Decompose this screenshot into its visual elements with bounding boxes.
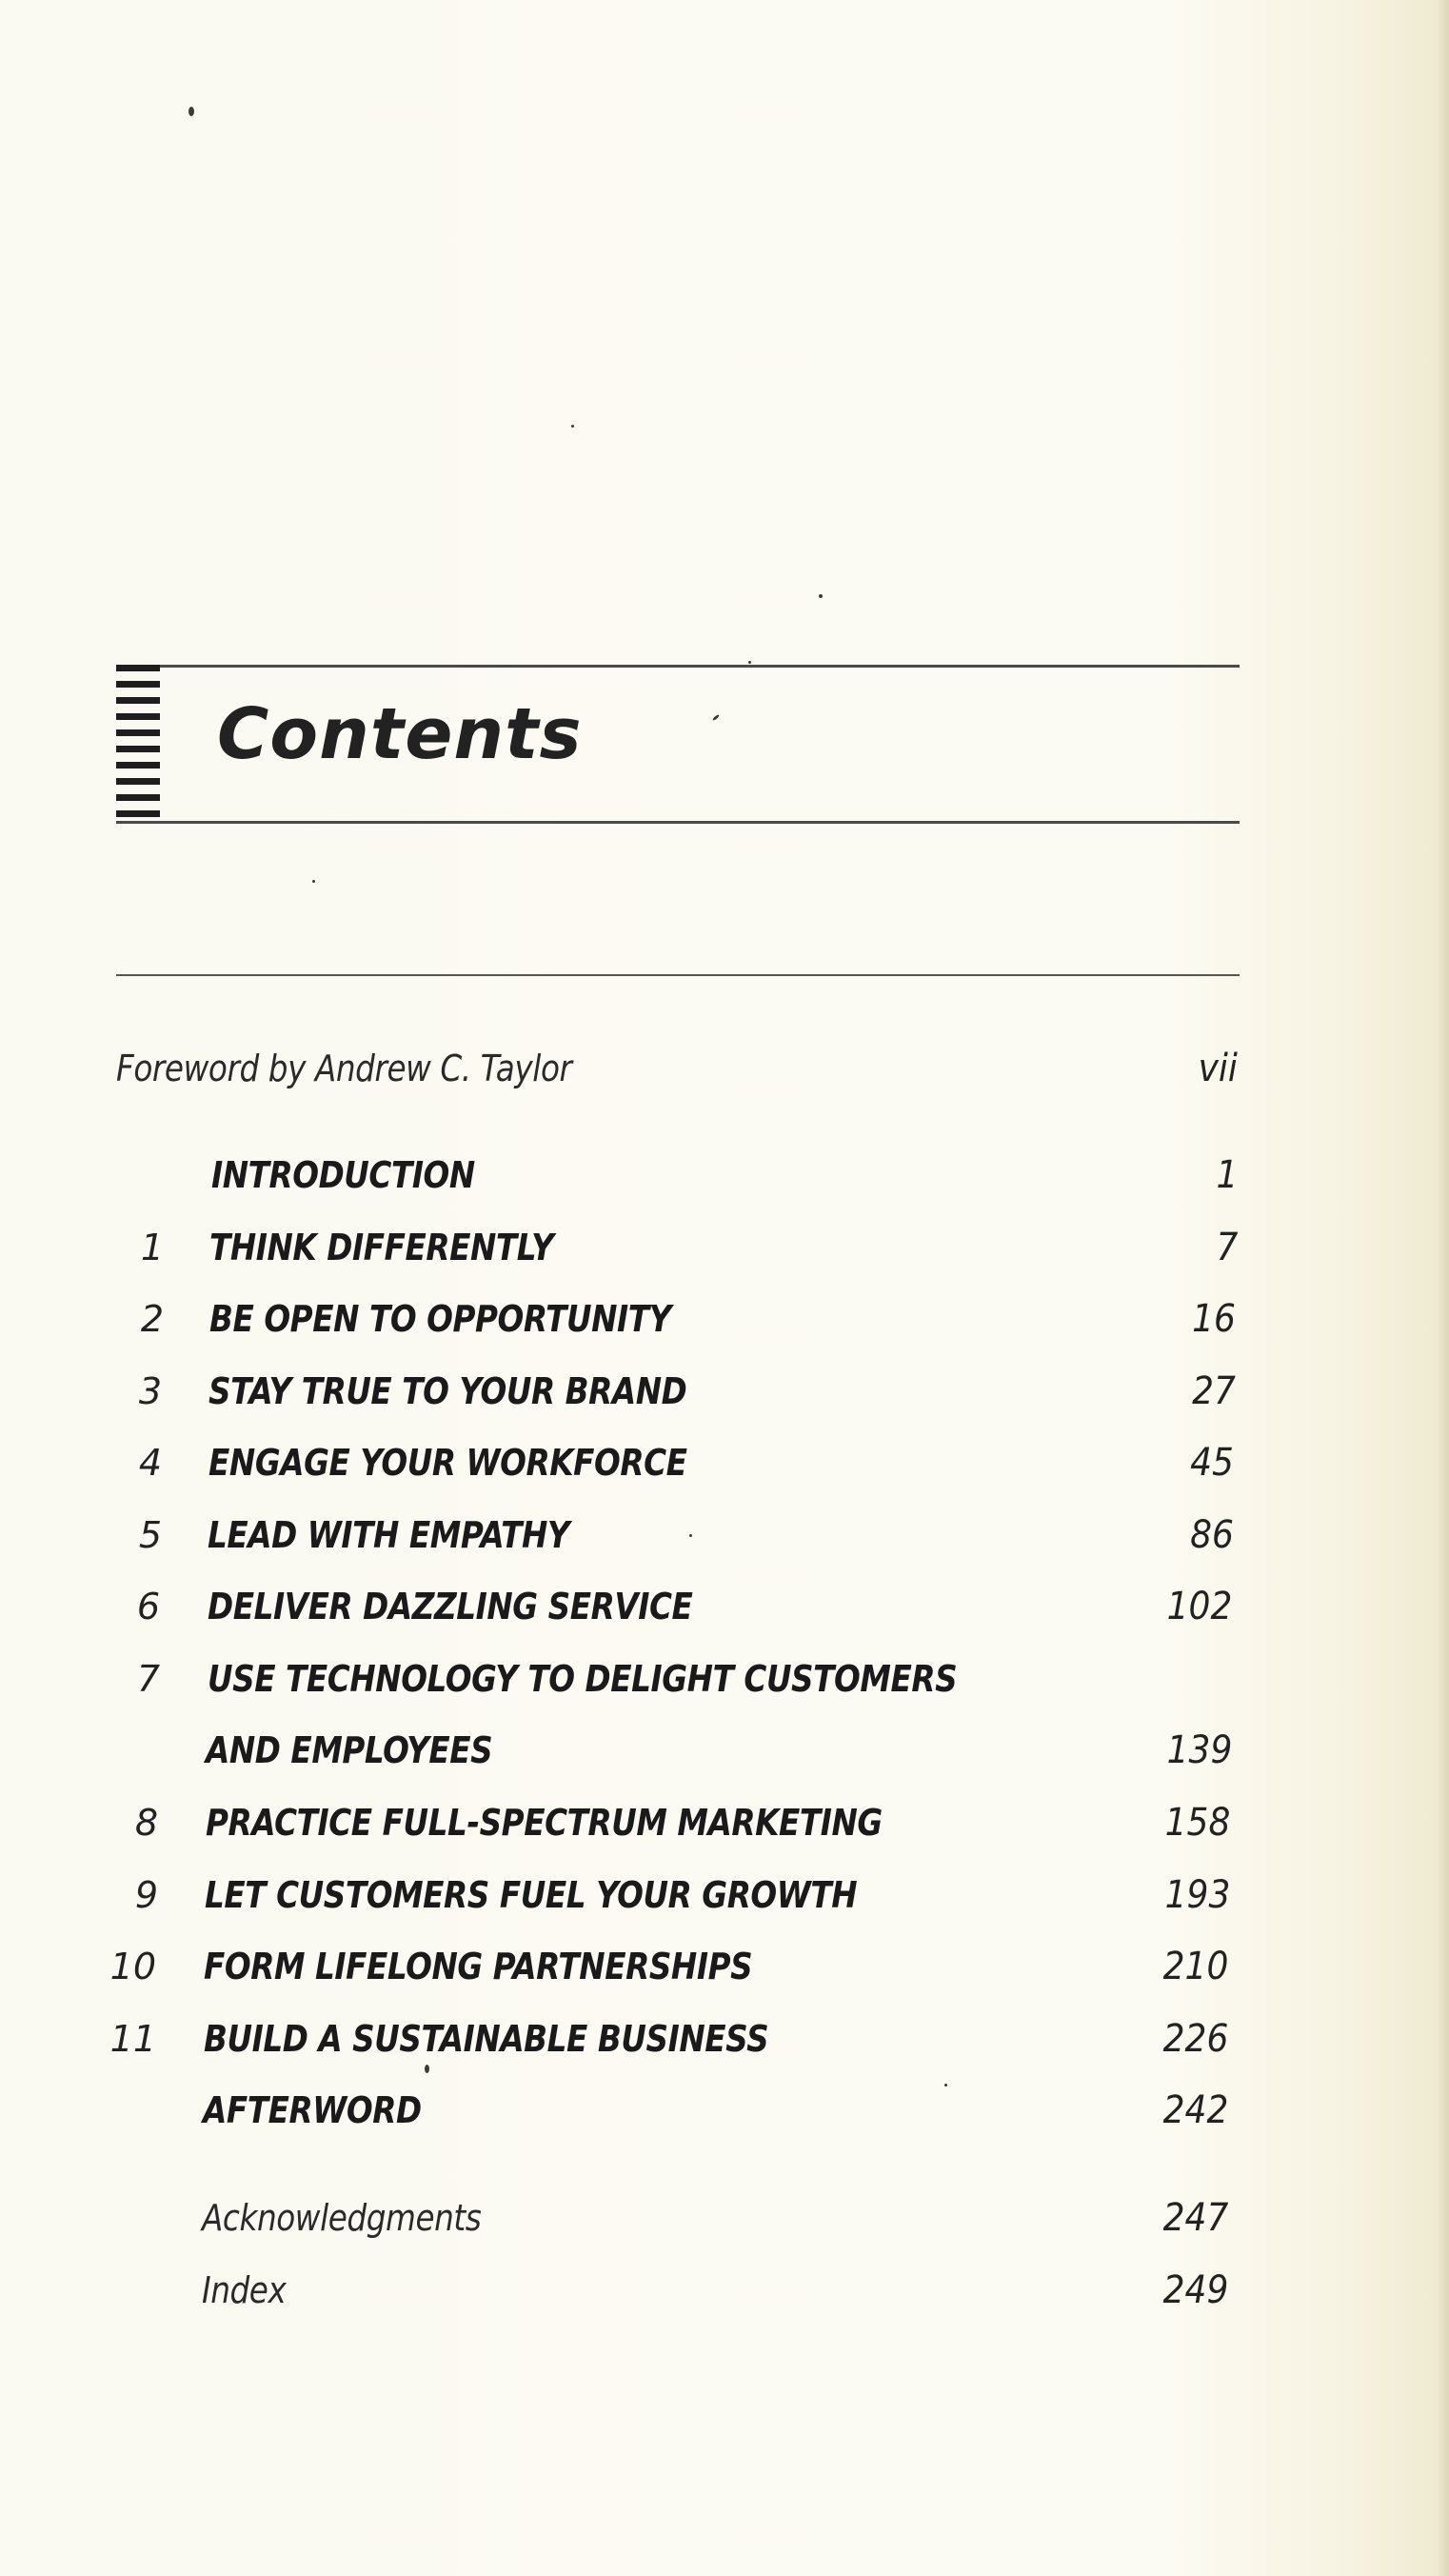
chapter-number: 11: [109, 2018, 156, 2060]
contents-heading-block: [116, 665, 1240, 825]
toc-entry-chapter[interactable]: [0, 1867, 1449, 1924]
chapter-number: 1: [140, 1227, 164, 1268]
heading-stripe-ornament: [116, 665, 160, 823]
chapter-page: 102: [1166, 1585, 1232, 1628]
chapter-title: ENGAGE YOUR WORKFORCE: [208, 1442, 687, 1484]
chapter-title: INTRODUCTION: [211, 1154, 475, 1196]
chapter-page: 139: [1166, 1728, 1232, 1772]
toc-entry-chapter[interactable]: [0, 1434, 1449, 1491]
heading-bottom-rule: [116, 821, 1240, 824]
backmatter-page: 249: [1162, 2268, 1228, 2312]
chapter-page: 193: [1164, 1873, 1230, 1917]
toc-entry-chapter[interactable]: [0, 1219, 1449, 1276]
chapter-number: 8: [134, 1802, 158, 1844]
toc-entry-chapter[interactable]: [0, 1578, 1449, 1635]
chapter-page: 16: [1192, 1297, 1236, 1341]
toc-entry-chapter-continuation[interactable]: [0, 1722, 1449, 1779]
toc-entry-foreword[interactable]: [0, 1040, 1449, 1097]
chapter-number: 7: [136, 1658, 160, 1700]
section-divider-rule: [116, 974, 1240, 976]
page-title: Contents: [217, 693, 583, 775]
chapter-page: 226: [1162, 2017, 1228, 2061]
backmatter-title: Index: [202, 2269, 287, 2311]
backmatter-title: Acknowledgments: [202, 2197, 482, 2239]
toc-entry-chapter[interactable]: [0, 1147, 1449, 1204]
toc-entry-index[interactable]: [0, 2262, 1449, 2319]
chapter-page: 1: [1216, 1153, 1238, 1197]
toc-entry-chapter[interactable]: [0, 1650, 1449, 1707]
chapter-title: FORM LIFELONG PARTNERSHIPS: [204, 1946, 753, 1987]
chapter-title: BUILD A SUSTAINABLE BUSINESS: [204, 2018, 769, 2060]
print-speck: [571, 425, 574, 428]
chapter-title: AFTERWORD: [203, 2089, 422, 2131]
chapter-number: 6: [136, 1586, 160, 1627]
chapter-page: 210: [1162, 1945, 1228, 1988]
print-speck: [189, 107, 194, 116]
chapter-title: LET CUSTOMERS FUEL YOUR GROWTH: [205, 1874, 858, 1916]
chapter-title: USE TECHNOLOGY TO DELIGHT CUSTOMERS: [208, 1658, 958, 1700]
heading-top-rule: [116, 665, 1240, 668]
chapter-title: STAY TRUE TO YOUR BRAND: [208, 1370, 687, 1412]
print-speck: [819, 594, 823, 598]
toc-entry-title: Foreword by Andrew C. Taylor: [116, 1048, 572, 1089]
chapter-page: 45: [1190, 1441, 1234, 1485]
print-speck: [312, 880, 315, 883]
toc-entry-chapter[interactable]: [0, 2010, 1449, 2067]
chapter-title: PRACTICE FULL-SPECTRUM MARKETING: [206, 1802, 883, 1844]
toc-entry-page: vii: [1198, 1047, 1238, 1090]
toc-entry-chapter[interactable]: [0, 1938, 1449, 1995]
toc-entry-chapter[interactable]: [0, 1507, 1449, 1564]
chapter-page: 27: [1192, 1369, 1236, 1413]
chapter-number: 3: [138, 1370, 162, 1412]
print-speck: [748, 661, 751, 664]
backmatter-page: 247: [1162, 2196, 1228, 2240]
toc-entry-chapter[interactable]: [0, 1794, 1449, 1851]
chapter-page: 86: [1190, 1513, 1234, 1557]
chapter-number: 9: [134, 1874, 158, 1916]
chapter-number: 10: [109, 1946, 156, 1987]
chapter-page: 7: [1216, 1226, 1238, 1269]
chapter-title: AND EMPLOYEES: [206, 1729, 493, 1771]
chapter-number: 4: [138, 1442, 162, 1484]
chapter-number: 5: [138, 1514, 162, 1556]
chapter-title: THINK DIFFERENTLY: [209, 1227, 554, 1268]
chapter-title: DELIVER DAZZLING SERVICE: [208, 1586, 693, 1627]
chapter-number: 2: [140, 1298, 164, 1340]
toc-entry-acknowledgments[interactable]: [0, 2189, 1449, 2247]
chapter-page: 158: [1164, 1801, 1230, 1845]
toc-entry-chapter[interactable]: [0, 1290, 1449, 1348]
chapter-title: LEAD WITH EMPATHY: [208, 1514, 570, 1556]
chapter-title: BE OPEN TO OPPORTUNITY: [209, 1298, 671, 1340]
toc-entry-chapter[interactable]: [0, 2082, 1449, 2139]
chapter-page: 242: [1162, 2088, 1228, 2132]
toc-entry-chapter[interactable]: [0, 1363, 1449, 1420]
